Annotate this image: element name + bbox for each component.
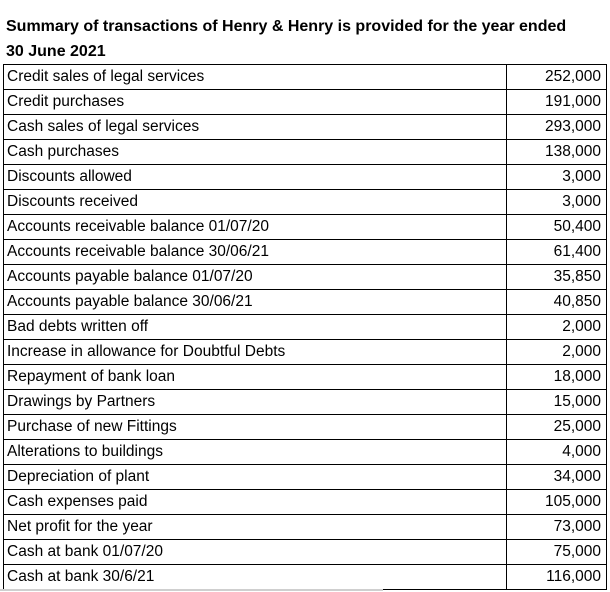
table-row [4, 365, 607, 390]
row-amount-cell[interactable]: 61,400 [507, 240, 607, 265]
row-amount-cell[interactable]: 3,000 [507, 165, 607, 190]
sheet-bottom-divider [0, 589, 383, 591]
table-row [4, 440, 607, 465]
row-amount-cell[interactable]: 35,850 [507, 265, 607, 290]
row-amount-cell[interactable]: 25,000 [507, 415, 607, 440]
row-label-cell[interactable]: Bad debts written off [4, 315, 507, 340]
row-amount-cell[interactable]: 4,000 [507, 440, 607, 465]
row-label-cell[interactable]: Cash sales of legal services [4, 115, 507, 140]
row-amount-cell[interactable]: 252,000 [507, 65, 607, 90]
transactions-table [3, 64, 607, 590]
row-label-cell[interactable]: Discounts allowed [4, 165, 507, 190]
table-row [4, 65, 607, 90]
table-row [4, 540, 607, 565]
row-amount-cell[interactable]: 2,000 [507, 340, 607, 365]
table-row [4, 490, 607, 515]
table-row [4, 340, 607, 365]
table-row [4, 290, 607, 315]
row-label-cell[interactable]: Discounts received [4, 190, 507, 215]
row-label-cell[interactable]: Cash at bank 01/07/20 [4, 540, 507, 565]
transactions-table-body [4, 65, 607, 590]
table-row [4, 190, 607, 215]
table-row [4, 240, 607, 265]
row-amount-cell[interactable]: 15,000 [507, 390, 607, 415]
row-label-cell[interactable]: Increase in allowance for Doubtful Debts [4, 340, 507, 365]
row-label-cell[interactable]: Cash expenses paid [4, 490, 507, 515]
table-row [4, 415, 607, 440]
row-amount-cell[interactable]: 138,000 [507, 140, 607, 165]
row-label-cell[interactable]: Repayment of bank loan [4, 365, 507, 390]
row-label-cell[interactable]: Cash at bank 30/6/21 [4, 565, 507, 590]
row-label-cell[interactable]: Depreciation of plant [4, 465, 507, 490]
row-amount-cell[interactable]: 293,000 [507, 115, 607, 140]
table-row [4, 565, 607, 590]
row-amount-cell[interactable]: 2,000 [507, 315, 607, 340]
row-amount-cell[interactable]: 73,000 [507, 515, 607, 540]
row-amount-cell[interactable]: 105,000 [507, 490, 607, 515]
row-amount-cell[interactable]: 50,400 [507, 215, 607, 240]
row-label-cell[interactable]: Drawings by Partners [4, 390, 507, 415]
table-row [4, 315, 607, 340]
row-label-cell[interactable]: Credit purchases [4, 90, 507, 115]
row-label-cell[interactable]: Credit sales of legal services [4, 65, 507, 90]
table-row [4, 115, 607, 140]
table-row [4, 265, 607, 290]
row-label-cell[interactable]: Cash purchases [4, 140, 507, 165]
row-label-cell[interactable]: Accounts payable balance 01/07/20 [4, 265, 507, 290]
row-amount-cell[interactable]: 40,850 [507, 290, 607, 315]
row-amount-cell[interactable]: 3,000 [507, 190, 607, 215]
row-label-cell[interactable]: Accounts receivable balance 01/07/20 [4, 215, 507, 240]
row-amount-cell[interactable]: 116,000 [507, 565, 607, 590]
row-label-cell[interactable]: Accounts receivable balance 30/06/21 [4, 240, 507, 265]
summary-title-line-2: 30 June 2021 [6, 43, 106, 60]
row-label-cell[interactable]: Net profit for the year [4, 515, 507, 540]
row-amount-cell[interactable]: 191,000 [507, 90, 607, 115]
row-label-cell[interactable]: Purchase of new Fittings [4, 415, 507, 440]
row-amount-cell[interactable]: 75,000 [507, 540, 607, 565]
row-amount-cell[interactable]: 34,000 [507, 465, 607, 490]
row-label-cell[interactable]: Accounts payable balance 30/06/21 [4, 290, 507, 315]
table-row [4, 90, 607, 115]
table-row [4, 140, 607, 165]
table-row [4, 215, 607, 240]
table-row [4, 165, 607, 190]
row-label-cell[interactable]: Alterations to buildings [4, 440, 507, 465]
table-row [4, 465, 607, 490]
table-row [4, 515, 607, 540]
table-row [4, 390, 607, 415]
row-amount-cell[interactable]: 18,000 [507, 365, 607, 390]
summary-title-line-1: Summary of transactions of Henry & Henry is provided for the year ended [6, 18, 567, 35]
